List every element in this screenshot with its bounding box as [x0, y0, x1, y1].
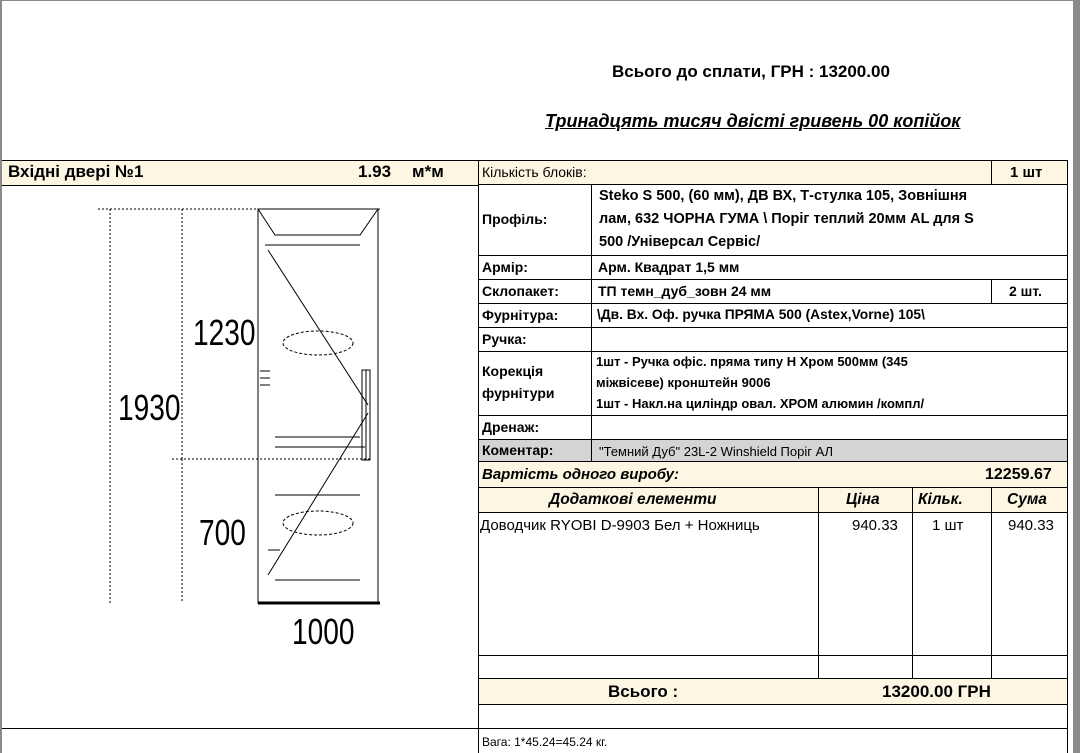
comment-label: Коментар: — [482, 442, 554, 458]
upper-glass-top — [258, 209, 378, 235]
window-frame-right — [1073, 0, 1080, 753]
drainage-label: Дренаж: — [482, 419, 540, 435]
product-area-unit: м*м — [412, 162, 444, 181]
upper-opening-line — [268, 250, 368, 405]
extras-header-price: Ціна — [846, 491, 880, 508]
extra-item-sum: 940.33 — [1008, 517, 1054, 534]
extras-header-qty: Кільк. — [918, 491, 963, 508]
extra-item-price: 940.33 — [852, 517, 898, 534]
lower-glass-mark — [283, 511, 353, 535]
glass-label: Склопакет: — [482, 283, 559, 299]
glass-qty: 2 шт. — [1009, 283, 1042, 299]
dim-total-label: 1930 — [118, 387, 181, 428]
door-drawing — [90, 195, 470, 665]
total-to-pay: Всього до сплати, ГРН : 13200.00 — [612, 62, 890, 81]
profile-label: Профіль: — [482, 211, 548, 227]
dim-upper-label: 1230 — [193, 312, 256, 353]
extra-item-name: Доводчик RYOBI D-9903 Бел + Ножниць — [480, 517, 760, 534]
furniture-value: \Дв. Вх. Оф. ручка ПРЯМА 500 (Astex,Vorne) 105\ — [597, 307, 925, 322]
extra-item-qty: 1 шт — [932, 517, 964, 534]
door-frame — [258, 209, 378, 603]
correction-line-3: 1шт - Накл.на циліндр овал. ХРОМ алюмин /компл/ — [596, 396, 925, 411]
handle-label: Ручка: — [482, 331, 527, 347]
correction-label-2: фурнітури — [482, 385, 555, 401]
profile-value-2: лам, 632 ЧОРНА ГУМА \ Поріг теплий 20мм AL для S — [599, 211, 974, 227]
extras-header-name: Додаткові елементи — [549, 491, 717, 508]
blocks-label: Кількість блоків: — [482, 164, 587, 180]
correction-line-2: міжвісеве) кронштейн 9006 — [596, 375, 771, 390]
total-in-words: Тринадцять тисяч двісті гривень 00 копійок — [545, 111, 961, 131]
window-frame-left — [0, 0, 2, 753]
profile-value-1: Steko S 500, (60 мм), ДВ ВХ, Т-стулка 105, Зовнішня — [599, 188, 968, 204]
comment-value: "Темний Дуб" 23L-2 Winshield Поріг АЛ — [599, 444, 834, 459]
weight-line: Вага: 1*45.24=45.24 кг. — [482, 735, 608, 749]
profile-value-3: 500 /Універсал Сервіс/ — [599, 234, 761, 250]
totals-label: Всього : — [608, 682, 679, 701]
correction-label-1: Корекція — [482, 363, 544, 379]
dim-width-label: 1000 — [292, 611, 355, 652]
dim-lower-label: 700 — [199, 512, 246, 553]
unit-cost-value: 12259.67 — [985, 466, 1052, 483]
product-name: Вхідні двері №1 — [8, 162, 144, 181]
armir-value: Арм. Квадрат 1,5 мм — [598, 259, 740, 275]
window-frame-top — [0, 0, 1080, 1]
armir-label: Армір: — [482, 259, 528, 275]
glass-value: ТП темн_дуб_зовн 24 мм — [598, 283, 772, 299]
furniture-label: Фурнітура: — [482, 307, 559, 323]
upper-glass-mark — [283, 331, 353, 355]
extras-header-sum: Сума — [1007, 491, 1047, 508]
product-area: 1.93 — [358, 162, 392, 181]
blocks-value: 1 шт — [1010, 164, 1043, 181]
totals-value: 13200.00 ГРН — [882, 682, 991, 701]
unit-cost-label: Вартість одного виробу: — [482, 466, 680, 483]
correction-line-1: 1шт - Ручка офіс. пряма типу Н Хром 500мм (345 — [596, 354, 908, 369]
